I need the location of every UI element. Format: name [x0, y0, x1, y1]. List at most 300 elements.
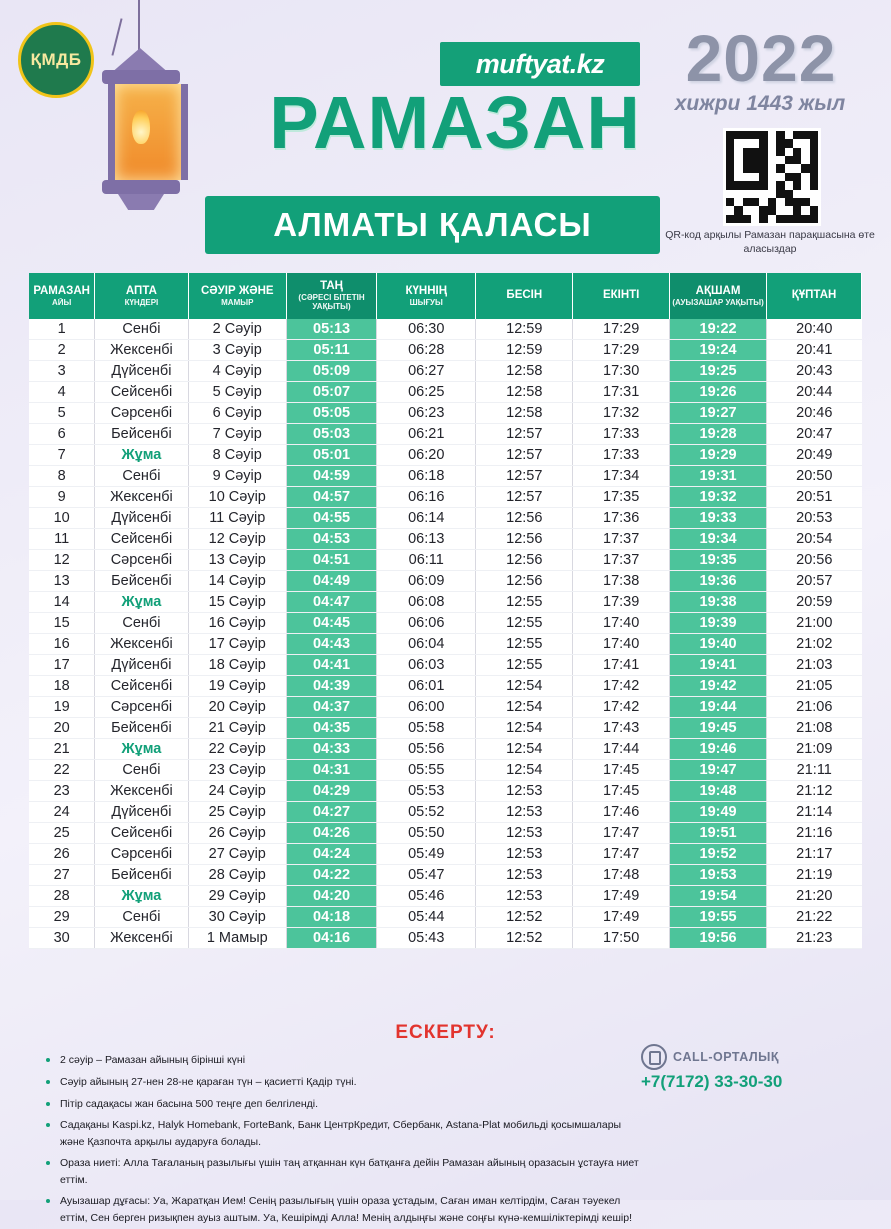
cell-col-sunrise: 05:47 [377, 864, 476, 885]
lantern-cord-secondary [111, 18, 122, 55]
cell-col-date: 20 Сәуір [188, 696, 286, 717]
cell-col-num: 10 [29, 507, 95, 528]
note-item: • Пітір садақасы жан басына 500 теңге деп белгіленді. [60, 1094, 644, 1112]
cell-col-ekinti: 17:42 [573, 675, 670, 696]
cell-col-besin: 12:54 [476, 675, 573, 696]
table-row [29, 402, 862, 423]
cell-col-sunrise: 05:55 [377, 759, 476, 780]
cell-col-day: Бейсенбі [95, 423, 188, 444]
year-label: 2022 [685, 21, 837, 95]
cell-col-day: Бейсенбі [95, 864, 188, 885]
note-item: • 2 сәуір – Рамазан айының бірінші күні [60, 1050, 644, 1068]
cell-col-besin: 12:55 [476, 591, 573, 612]
cell-col-besin: 12:55 [476, 654, 573, 675]
note-item: • Сәуір айының 27-нен 28-не қараған түн – қасиетті Қадір түні. [60, 1072, 644, 1090]
cell-col-sunrise: 05:56 [377, 738, 476, 759]
cell-col-besin: 12:53 [476, 885, 573, 906]
col-header-weekday [95, 273, 188, 319]
cell-col-day: Жексенбі [95, 927, 188, 948]
cell-col-num: 9 [29, 486, 95, 507]
col-header-asr [573, 273, 670, 319]
cell-col-sunrise: 06:13 [377, 528, 476, 549]
table-row [29, 381, 862, 402]
cell-col-kuptan: 20:43 [767, 360, 862, 381]
kmdb-logo [18, 22, 94, 98]
flame-icon [132, 110, 150, 144]
cell-col-num: 5 [29, 402, 95, 423]
cell-col-aksham: 19:53 [670, 864, 767, 885]
cell-col-date: 5 Сәуір [188, 381, 286, 402]
cell-col-date: 12 Сәуір [188, 528, 286, 549]
cell-col-tan: 04:39 [286, 675, 376, 696]
cell-col-day: Дүйсенбі [95, 654, 188, 675]
cell-col-aksham: 19:47 [670, 759, 767, 780]
cell-col-kuptan: 20:46 [767, 402, 862, 423]
cell-col-ekinti: 17:50 [573, 927, 670, 948]
cell-col-num: 6 [29, 423, 95, 444]
cell-col-kuptan: 20:47 [767, 423, 862, 444]
cell-col-day: Жексенбі [95, 780, 188, 801]
table-row [29, 507, 862, 528]
cell-col-aksham: 19:46 [670, 738, 767, 759]
col-title: АПТА [125, 284, 157, 297]
cell-col-kuptan: 21:20 [767, 885, 862, 906]
cell-col-kuptan: 20:53 [767, 507, 862, 528]
cell-col-ekinti: 17:47 [573, 822, 670, 843]
cell-col-ekinti: 17:29 [573, 339, 670, 360]
table-row [29, 633, 862, 654]
cell-col-aksham: 19:45 [670, 717, 767, 738]
cell-col-kuptan: 21:03 [767, 654, 862, 675]
table-row [29, 885, 862, 906]
cell-col-aksham: 19:39 [670, 612, 767, 633]
cell-col-tan: 04:41 [286, 654, 376, 675]
table-head [29, 273, 862, 319]
logo-text: ҚМДБ [30, 50, 82, 69]
cell-col-kuptan: 20:57 [767, 570, 862, 591]
cell-col-tan: 05:03 [286, 423, 376, 444]
table-row [29, 423, 862, 444]
col-sub: КҮНДЕРІ [124, 297, 159, 307]
cell-col-aksham: 19:29 [670, 444, 767, 465]
cell-col-ekinti: 17:39 [573, 591, 670, 612]
cell-col-num: 30 [29, 927, 95, 948]
cell-col-date: 14 Сәуір [188, 570, 286, 591]
cell-col-num: 8 [29, 465, 95, 486]
cell-col-aksham: 19:32 [670, 486, 767, 507]
cell-col-aksham: 19:55 [670, 906, 767, 927]
cell-col-num: 19 [29, 696, 95, 717]
cell-col-num: 28 [29, 885, 95, 906]
cell-col-tan: 04:37 [286, 696, 376, 717]
col-title: БЕСІН [506, 289, 543, 302]
cell-col-sunrise: 06:28 [377, 339, 476, 360]
cell-col-kuptan: 20:54 [767, 528, 862, 549]
cell-col-date: 18 Сәуір [188, 654, 286, 675]
cell-col-kuptan: 20:56 [767, 549, 862, 570]
col-header-ramazan-day [29, 273, 95, 319]
cell-col-date: 16 Сәуір [188, 612, 286, 633]
cell-col-besin: 12:53 [476, 864, 573, 885]
cell-col-kuptan: 21:05 [767, 675, 862, 696]
cell-col-num: 3 [29, 360, 95, 381]
table-row [29, 738, 862, 759]
cell-col-kuptan: 20:41 [767, 339, 862, 360]
cell-col-date: 15 Сәуір [188, 591, 286, 612]
table-row [29, 486, 862, 507]
page-title: РАМАЗАН [269, 81, 641, 164]
cell-col-ekinti: 17:49 [573, 885, 670, 906]
cell-col-besin: 12:59 [476, 319, 573, 340]
cell-col-tan: 04:24 [286, 843, 376, 864]
cell-col-day: Сейсенбі [95, 381, 188, 402]
cell-col-aksham: 19:42 [670, 675, 767, 696]
cell-col-num: 15 [29, 612, 95, 633]
cell-col-kuptan: 21:19 [767, 864, 862, 885]
qr-code[interactable] [723, 128, 821, 226]
cell-col-kuptan: 21:23 [767, 927, 862, 948]
cell-col-besin: 12:57 [476, 486, 573, 507]
notes-title: ЕСКЕРТУ: [395, 1022, 496, 1043]
cell-col-tan: 04:47 [286, 591, 376, 612]
cell-col-tan: 05:01 [286, 444, 376, 465]
cell-col-sunrise: 05:50 [377, 822, 476, 843]
cell-col-tan: 05:07 [286, 381, 376, 402]
cell-col-ekinti: 17:29 [573, 319, 670, 340]
lantern-illustration [86, 0, 196, 235]
cell-col-day: Дүйсенбі [95, 360, 188, 381]
cell-col-day: Сенбі [95, 319, 188, 340]
cell-col-day: Жұма [95, 738, 188, 759]
table-body [29, 319, 862, 949]
cell-col-besin: 12:52 [476, 906, 573, 927]
table-row [29, 927, 862, 948]
cell-col-sunrise: 05:53 [377, 780, 476, 801]
cell-col-tan: 04:22 [286, 864, 376, 885]
cell-col-day: Жексенбі [95, 633, 188, 654]
table-row [29, 843, 862, 864]
cell-col-besin: 12:54 [476, 738, 573, 759]
cell-col-tan: 04:43 [286, 633, 376, 654]
cell-col-ekinti: 17:45 [573, 780, 670, 801]
cell-col-day: Жұма [95, 885, 188, 906]
qr-code-pattern [726, 131, 818, 223]
cell-col-tan: 04:16 [286, 927, 376, 948]
table-row [29, 612, 862, 633]
cell-col-aksham: 19:26 [670, 381, 767, 402]
table-row [29, 570, 862, 591]
col-sub: ШЫҒУЫ [409, 297, 443, 307]
cell-col-aksham: 19:24 [670, 339, 767, 360]
cell-col-tan: 04:35 [286, 717, 376, 738]
cell-col-ekinti: 17:37 [573, 549, 670, 570]
cell-col-day: Сенбі [95, 906, 188, 927]
cell-col-sunrise: 06:01 [377, 675, 476, 696]
col-header-date [188, 273, 286, 319]
cell-col-date: 29 Сәуір [188, 885, 286, 906]
cell-col-besin: 12:54 [476, 696, 573, 717]
cell-col-ekinti: 17:48 [573, 864, 670, 885]
col-header-sunrise [377, 273, 476, 319]
cell-col-besin: 12:53 [476, 801, 573, 822]
cell-col-kuptan: 20:40 [767, 319, 862, 340]
cell-col-day: Сенбі [95, 465, 188, 486]
brand-label: muftyat.kz [475, 48, 605, 79]
cell-col-sunrise: 05:49 [377, 843, 476, 864]
cell-col-tan: 04:20 [286, 885, 376, 906]
notes-section [44, 1050, 644, 1229]
cell-col-date: 9 Сәуір [188, 465, 286, 486]
cell-col-tan: 04:45 [286, 612, 376, 633]
cell-col-tan: 04:57 [286, 486, 376, 507]
cell-col-day: Сенбі [95, 612, 188, 633]
cell-col-aksham: 19:22 [670, 319, 767, 340]
cell-col-besin: 12:57 [476, 423, 573, 444]
cell-col-ekinti: 17:40 [573, 633, 670, 654]
call-center-phone[interactable]: +7(7172) 33-30-30 [641, 1072, 783, 1091]
cell-col-besin: 12:56 [476, 528, 573, 549]
cell-col-num: 4 [29, 381, 95, 402]
cell-col-date: 2 Сәуір [188, 319, 286, 340]
cell-col-day: Сәрсенбі [95, 843, 188, 864]
cell-col-date: 8 Сәуір [188, 444, 286, 465]
cell-col-ekinti: 17:47 [573, 843, 670, 864]
cell-col-tan: 05:09 [286, 360, 376, 381]
cell-col-tan: 04:27 [286, 801, 376, 822]
cell-col-kuptan: 20:51 [767, 486, 862, 507]
city-banner [205, 196, 660, 254]
cell-col-besin: 12:56 [476, 570, 573, 591]
cell-col-sunrise: 06:30 [377, 319, 476, 340]
cell-col-ekinti: 17:37 [573, 528, 670, 549]
cell-col-sunrise: 06:18 [377, 465, 476, 486]
cell-col-ekinti: 17:40 [573, 612, 670, 633]
cell-col-aksham: 19:44 [670, 696, 767, 717]
note-item: • Ауызашар дұғасы: Уа, Жаратқан Ием! Сенің разылығың үшін ораза ұстадым, Саған иман келтірдім, Саған тәуекел еттім, Сен берген ризықпен ауыз аштым. Уа, Кешірімді Алла! Менің алдыңғы және соңғы күнә-кемшіліктерімді кешір! [60, 1191, 644, 1226]
cell-col-ekinti: 17:38 [573, 570, 670, 591]
table-row [29, 675, 862, 696]
table-row [29, 780, 862, 801]
cell-col-tan: 04:18 [286, 906, 376, 927]
cell-col-ekinti: 17:33 [573, 444, 670, 465]
cell-col-date: 4 Сәуір [188, 360, 286, 381]
cell-col-date: 17 Сәуір [188, 633, 286, 654]
cell-col-sunrise: 06:09 [377, 570, 476, 591]
col-title: КҮННІҢ [405, 284, 447, 297]
cell-col-num: 24 [29, 801, 95, 822]
lantern-base [102, 180, 180, 194]
cell-col-num: 22 [29, 759, 95, 780]
table-row [29, 549, 862, 570]
cell-col-aksham: 19:40 [670, 633, 767, 654]
cell-col-sunrise: 05:58 [377, 717, 476, 738]
cell-col-kuptan: 21:02 [767, 633, 862, 654]
cell-col-kuptan: 21:22 [767, 906, 862, 927]
cell-col-num: 29 [29, 906, 95, 927]
table-row [29, 319, 862, 340]
cell-col-day: Сәрсенбі [95, 549, 188, 570]
col-header-maghrib [670, 273, 767, 319]
cell-col-date: 26 Сәуір [188, 822, 286, 843]
cell-col-sunrise: 06:11 [377, 549, 476, 570]
cell-col-kuptan: 21:08 [767, 717, 862, 738]
cell-col-day: Сейсенбі [95, 822, 188, 843]
cell-col-sunrise: 05:46 [377, 885, 476, 906]
cell-col-besin: 12:58 [476, 402, 573, 423]
cell-col-sunrise: 06:16 [377, 486, 476, 507]
cell-col-tan: 04:55 [286, 507, 376, 528]
cell-col-kuptan: 21:12 [767, 780, 862, 801]
cell-col-besin: 12:59 [476, 339, 573, 360]
cell-col-num: 20 [29, 717, 95, 738]
cell-col-ekinti: 17:49 [573, 906, 670, 927]
cell-col-num: 13 [29, 570, 95, 591]
cell-col-aksham: 19:27 [670, 402, 767, 423]
cell-col-tan: 04:51 [286, 549, 376, 570]
cell-col-ekinti: 17:46 [573, 801, 670, 822]
cell-col-sunrise: 06:03 [377, 654, 476, 675]
col-title: АҚШАМ [695, 284, 741, 297]
cell-col-date: 27 Сәуір [188, 843, 286, 864]
cell-col-sunrise: 06:06 [377, 612, 476, 633]
lantern-cap [102, 70, 180, 84]
cell-col-day: Сейсенбі [95, 528, 188, 549]
cell-col-ekinti: 17:42 [573, 696, 670, 717]
cell-col-num: 21 [29, 738, 95, 759]
table-header-row [29, 273, 862, 319]
cell-col-aksham: 19:35 [670, 549, 767, 570]
cell-col-date: 19 Сәуір [188, 675, 286, 696]
cell-col-day: Жексенбі [95, 339, 188, 360]
col-title: ЕКІНТІ [602, 289, 640, 302]
col-sub: МАМЫР [221, 297, 254, 307]
cell-col-num: 14 [29, 591, 95, 612]
cell-col-ekinti: 17:41 [573, 654, 670, 675]
cell-col-day: Сәрсенбі [95, 402, 188, 423]
cell-col-sunrise: 06:23 [377, 402, 476, 423]
cell-col-date: 11 Сәуір [188, 507, 286, 528]
call-center-block [641, 1044, 851, 1092]
cell-col-day: Сәрсенбі [95, 696, 188, 717]
cell-col-kuptan: 20:44 [767, 381, 862, 402]
poster-header [0, 0, 891, 265]
cell-col-aksham: 19:28 [670, 423, 767, 444]
note-item: • Садақаны Kaspi.kz, Halyk Homebank, ForteBank, Банк ЦентрКредит, Сбербанк, Astana-Plat мобильді қосымшалары және Қазпочта арқылы аударуға болады. [60, 1115, 644, 1150]
prayer-times-table-wrap [29, 273, 862, 949]
col-title: РАМАЗАН [33, 284, 90, 297]
cell-col-kuptan: 20:49 [767, 444, 862, 465]
note-item: • Ораза ниеті: Алла Тағаланың разылығы үшін таң атқаннан күн батқанға дейін Рамазан айының оразасын ұстауға ниет еттім. [60, 1153, 644, 1188]
col-sub: (СӘРЕСІ БІТЕТІН УАҚЫТЫ) [298, 293, 365, 312]
cell-col-besin: 12:53 [476, 822, 573, 843]
col-sub: АЙЫ [51, 297, 72, 307]
cell-col-sunrise: 06:25 [377, 381, 476, 402]
cell-col-ekinti: 17:36 [573, 507, 670, 528]
table-row [29, 906, 862, 927]
city-label: АЛМАТЫ ҚАЛАСЫ [273, 206, 592, 243]
cell-col-besin: 12:58 [476, 381, 573, 402]
cell-col-date: 1 Мамыр [188, 927, 286, 948]
call-center-row [641, 1044, 851, 1070]
cell-col-tan: 05:11 [286, 339, 376, 360]
cell-col-sunrise: 06:08 [377, 591, 476, 612]
cell-col-sunrise: 06:27 [377, 360, 476, 381]
cell-col-aksham: 19:38 [670, 591, 767, 612]
cell-col-num: 11 [29, 528, 95, 549]
phone-icon [641, 1044, 667, 1070]
cell-col-num: 7 [29, 444, 95, 465]
cell-col-tan: 04:53 [286, 528, 376, 549]
cell-col-date: 22 Сәуір [188, 738, 286, 759]
table-row [29, 864, 862, 885]
cell-col-ekinti: 17:44 [573, 738, 670, 759]
cell-col-aksham: 19:34 [670, 528, 767, 549]
cell-col-tan: 05:13 [286, 319, 376, 340]
cell-col-num: 27 [29, 864, 95, 885]
cell-col-aksham: 19:56 [670, 927, 767, 948]
col-sub: (АУЫЗАШАР УАҚЫТЫ) [672, 297, 764, 307]
cell-col-kuptan: 21:11 [767, 759, 862, 780]
cell-col-date: 25 Сәуір [188, 801, 286, 822]
cell-col-kuptan: 21:09 [767, 738, 862, 759]
lantern-cord [138, 0, 140, 52]
cell-col-day: Жұма [95, 444, 188, 465]
cell-col-date: 7 Сәуір [188, 423, 286, 444]
prayer-times-table [29, 273, 862, 949]
cell-col-kuptan: 21:06 [767, 696, 862, 717]
cell-col-num: 12 [29, 549, 95, 570]
cell-col-num: 26 [29, 843, 95, 864]
cell-col-day: Жексенбі [95, 486, 188, 507]
cell-col-tan: 04:59 [286, 465, 376, 486]
cell-col-ekinti: 17:33 [573, 423, 670, 444]
cell-col-tan: 04:29 [286, 780, 376, 801]
cell-col-besin: 12:53 [476, 843, 573, 864]
cell-col-aksham: 19:52 [670, 843, 767, 864]
cell-col-date: 10 Сәуір [188, 486, 286, 507]
col-title: ҚҰПТАН [791, 289, 837, 302]
cell-col-date: 13 Сәуір [188, 549, 286, 570]
cell-col-tan: 05:05 [286, 402, 376, 423]
col-header-fajr [286, 273, 376, 319]
cell-col-ekinti: 17:35 [573, 486, 670, 507]
cell-col-besin: 12:56 [476, 507, 573, 528]
cell-col-besin: 12:58 [476, 360, 573, 381]
cell-col-tan: 04:31 [286, 759, 376, 780]
cell-col-ekinti: 17:45 [573, 759, 670, 780]
col-title: СӘУІР ЖӘНЕ [200, 284, 274, 297]
cell-col-sunrise: 05:44 [377, 906, 476, 927]
cell-col-tan: 04:26 [286, 822, 376, 843]
call-center-label: CALL-ОРТАЛЫҚ [673, 1050, 780, 1064]
cell-col-kuptan: 20:59 [767, 591, 862, 612]
table-row [29, 801, 862, 822]
cell-col-date: 24 Сәуір [188, 780, 286, 801]
cell-col-num: 23 [29, 780, 95, 801]
cell-col-kuptan: 21:14 [767, 801, 862, 822]
cell-col-date: 21 Сәуір [188, 717, 286, 738]
cell-col-besin: 12:57 [476, 444, 573, 465]
cell-col-aksham: 19:48 [670, 780, 767, 801]
table-row [29, 339, 862, 360]
cell-col-date: 23 Сәуір [188, 759, 286, 780]
cell-col-besin: 12:54 [476, 759, 573, 780]
table-row [29, 444, 862, 465]
lantern-foot [118, 194, 164, 210]
col-header-dhuhr [476, 273, 573, 319]
cell-col-aksham: 19:31 [670, 465, 767, 486]
cell-col-ekinti: 17:43 [573, 717, 670, 738]
